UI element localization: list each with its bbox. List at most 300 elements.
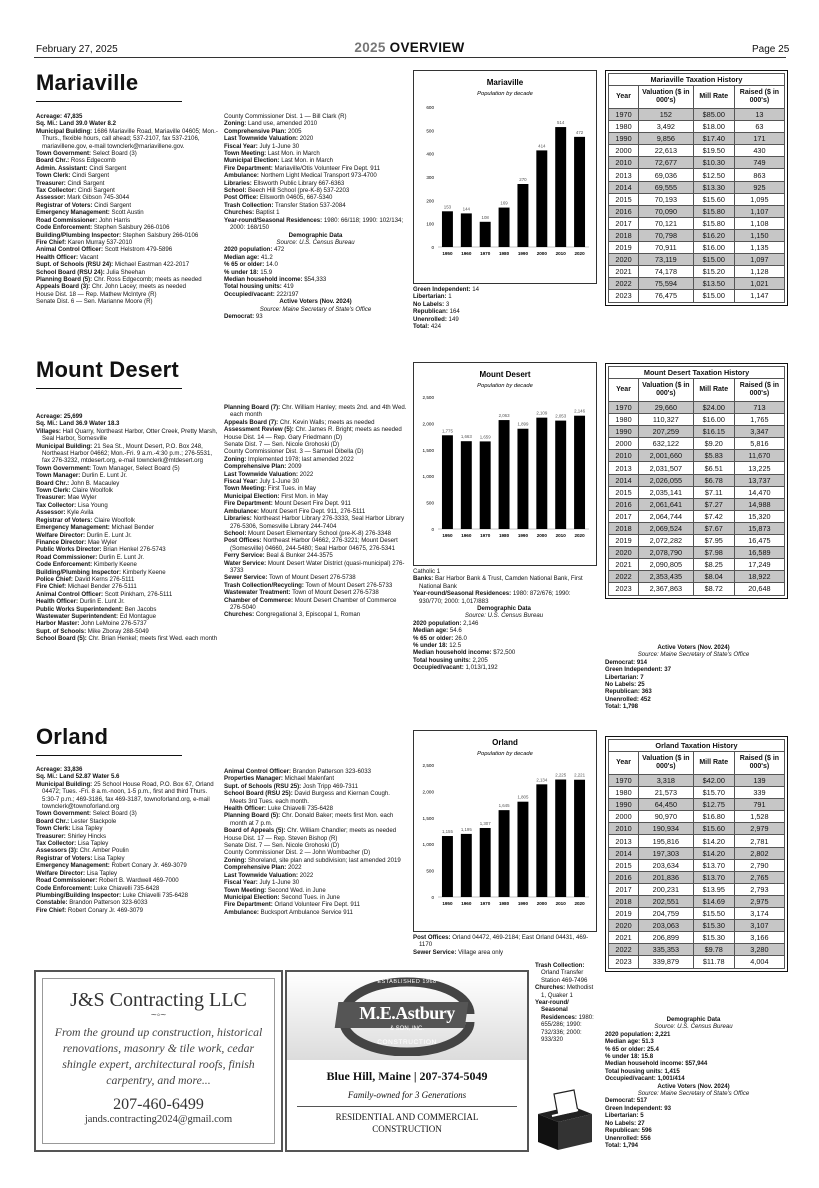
table-cell: 2,035,141 [639, 486, 694, 498]
info-line: Animal Control Officer: Scott Helstrom 479-5896 [36, 246, 173, 254]
table-cell: 2010 [609, 157, 639, 169]
table-cell: $14.20 [693, 835, 734, 847]
table-cell: 2,031,507 [639, 462, 694, 474]
table-row [609, 847, 785, 859]
x-tick-label: 1990 [517, 901, 529, 906]
info-line: Town Clerk: Claire Woolfolk [36, 487, 113, 495]
info-line: Welfare Director: Durlin E. Lunt Jr. [36, 531, 132, 539]
x-tick-label: 2010 [555, 251, 566, 256]
bar-value-label: 2,063 [498, 413, 510, 419]
info-line: Road Commissioner: Durlin E. Lunt Jr. [36, 553, 145, 561]
astbury-tagline: Family-owned for 3 Generations [347, 1090, 467, 1100]
bar-value-label: 1,155 [441, 829, 453, 835]
table-row [609, 510, 785, 522]
under-chart-text [413, 934, 595, 956]
table-cell: 2022 [609, 278, 639, 290]
bar-value-label: 169 [500, 200, 508, 206]
table-row [609, 823, 785, 835]
info-line: Town Manager: Durlin E. Lunt Jr. [36, 472, 127, 480]
table-cell: 1,128 [734, 266, 784, 278]
table-cell: $13.70 [693, 871, 734, 883]
info-line: % 65 or older: 26.0 [413, 634, 467, 642]
info-line: House Dist. 14 — Rep. Gary Friedmann (D) [224, 433, 343, 441]
info-line: Municipal Election: Last Mon. in March [224, 157, 334, 165]
astbury-established: ESTABLISHED 1968 [377, 979, 437, 985]
y-tick-label: 2,500 [422, 395, 434, 400]
table-row [609, 835, 785, 847]
table-cell: $7.95 [693, 535, 734, 547]
y-tick-label: 1,000 [422, 474, 434, 480]
table-cell: 713 [734, 402, 784, 414]
info-line: Unenrolled: 556 [605, 1134, 651, 1142]
table-cell: 2015 [609, 859, 639, 871]
table-cell: $10.30 [693, 157, 734, 169]
tax-column-header: Valuation ($ in 000's) [639, 752, 694, 775]
x-tick-label: 1970 [480, 901, 491, 906]
info-line: Fire Chief: Karen Murray 537-2010 [36, 238, 133, 246]
town-name: Orland [36, 724, 109, 749]
info-line: Green Independent: 14 [413, 286, 480, 293]
bar [499, 420, 510, 529]
table-cell: 1,147 [734, 290, 784, 302]
tax-column-header: Valuation ($ in 000's) [639, 86, 694, 109]
info-line: Harbor Master: John LeMoine 276-5737 [36, 620, 147, 628]
info-line: School Board (RSU 25): David Burgess and Kiernan Cough. Meets 3rd Tues. each month. [224, 790, 390, 805]
info-line: Fire Chief: Michael Bender 276-5111 [36, 583, 137, 591]
info-line: Supt. of Schools (RSU 24): Michael Eastman 422-2017 [36, 261, 190, 269]
table-cell: 21,573 [639, 787, 694, 799]
table-cell: 2018 [609, 895, 639, 907]
y-tick-label: 0 [431, 895, 434, 900]
chart-svg [414, 71, 596, 283]
table-row [609, 895, 785, 907]
y-tick-label: 2,000 [422, 789, 434, 795]
info-line: % under 18: 12.5 [413, 642, 462, 650]
info-line: Wastewater Treatment: Town of Mount Desert 276-5738 [224, 589, 379, 597]
table-row [609, 571, 785, 583]
bar-value-label: 472 [575, 129, 584, 135]
table-cell: 70,193 [639, 193, 694, 205]
info-line: Source: Maine Secretary of State's Office [637, 1090, 750, 1098]
table-cell: 1,765 [734, 414, 784, 426]
table-cell: 2,061,641 [639, 498, 694, 510]
table-cell: 2,802 [734, 847, 784, 859]
info-line: Year-round/Seasonal Residences: 1980: 872/676; 1990: 930/770; 2000: 1,017/883 [413, 590, 571, 605]
table-cell: 2023 [609, 290, 639, 302]
ad-js-phone: 207-460-6499 [113, 1096, 204, 1113]
table-cell: 18,922 [734, 571, 784, 583]
info-line: Median household income: $57,944 [605, 1060, 708, 1068]
tax-table [608, 73, 785, 303]
table-row [609, 242, 785, 254]
info-line: Trash Collection: Transfer Station 537-2084 [224, 201, 346, 209]
info-line: Post Offices: Northeast Harbor 04662, 276-3221; Mount Desert (Somesville) 04660, 244-5480; Seal Harbor 04675, 276-5341 [224, 537, 398, 552]
table-cell: 200,231 [639, 883, 694, 895]
table-cell: 2,790 [734, 859, 784, 871]
info-line: Water Service: Mount Desert Water District (quasi-municipal) 276-3733 [224, 559, 405, 574]
x-tick-label: 1950 [442, 251, 453, 256]
info-line: Green Independent: 37 [605, 666, 672, 674]
info-line: Republican: 164 [413, 308, 460, 316]
table-cell: 64,450 [639, 799, 694, 811]
info-line: Admin. Assistant: Cindi Sargent [36, 164, 127, 172]
x-tick-label: 1950 [442, 901, 453, 906]
table-cell: 1990 [609, 133, 639, 145]
y-tick-label: 0 [431, 245, 434, 250]
tax-table-title: Orland Taxation History [608, 739, 785, 751]
bar [499, 208, 510, 247]
table-row [609, 775, 785, 787]
bar-value-label: 2,109 [536, 410, 548, 416]
info-line: % 65 or older: 25.4 [605, 1045, 659, 1053]
table-cell: 2023 [609, 583, 639, 595]
table-cell: 2016 [609, 498, 639, 510]
info-line: No Labels: 27 [605, 1119, 645, 1127]
table-cell: $15.70 [693, 787, 734, 799]
bar [480, 828, 491, 897]
info-line: Comprehensive Plan: 2022 [224, 864, 302, 872]
y-tick-label: 300 [426, 175, 434, 180]
table-cell: 2019 [609, 908, 639, 920]
table-cell: 2,026,055 [639, 474, 694, 486]
table-cell: 2,078,790 [639, 547, 694, 559]
y-tick-label: 1,500 [422, 447, 434, 453]
table-cell: 2010 [609, 823, 639, 835]
table-row [609, 559, 785, 571]
table-cell: $15.60 [693, 823, 734, 835]
table-cell: 1,108 [734, 217, 784, 229]
astbury-sub: & SON, INC. [389, 1026, 424, 1032]
tax-table-title: Mariaville Taxation History [608, 73, 785, 85]
info-line: Welfare Director: Lisa Tapley [36, 869, 118, 877]
info-line: Libraries: Ellsworth Public Library 667-6363 [224, 179, 345, 187]
town-name: Mount Desert [36, 357, 179, 382]
table-row [609, 205, 785, 217]
table-cell: 14,470 [734, 486, 784, 498]
info-line: Libraries: Northeast Harbor Library 276-3333, Seal Harbor Library 276-5306, Somesville Library 244-7404 [224, 515, 405, 530]
table-cell: 2013 [609, 462, 639, 474]
table-cell: 202,551 [639, 895, 694, 907]
info-line: Republican: 596 [605, 1127, 652, 1135]
y-tick-label: 200 [426, 198, 434, 204]
info-line: Treasurer: Cindi Sargent [36, 179, 105, 187]
table-row [609, 932, 785, 944]
table-cell: $8.25 [693, 559, 734, 571]
page-title [0, 40, 819, 55]
chart-svg [414, 363, 596, 565]
table-cell: 206,899 [639, 932, 694, 944]
table-cell: 11,670 [734, 450, 784, 462]
table-row [609, 121, 785, 133]
table-cell: 76,475 [639, 290, 694, 302]
chart-subtitle: Population by decade [477, 751, 533, 757]
tax-table-title: Mount Desert Taxation History [608, 366, 785, 378]
table-row [609, 254, 785, 266]
chart-subtitle: Population by decade [477, 383, 533, 389]
info-line: Source: Maine Secretary of State's Office [637, 651, 750, 659]
table-cell: 13,225 [734, 462, 784, 474]
ad-js-title: J&S Contracting LLC [70, 989, 247, 1011]
table-cell: 2,765 [734, 871, 784, 883]
table-cell: $19.50 [693, 145, 734, 157]
info-line: Appeals Board (7): Chr. Kevin Walls; meets as needed [224, 418, 375, 426]
info-line: Registrar of Voters: Cindi Sargent [36, 201, 132, 209]
table-cell: $16.15 [693, 426, 734, 438]
chart-svg [414, 731, 596, 931]
info-line: Wastewater Superintendent: Ed Montague [36, 612, 157, 620]
info-line: Treasurer: Mae Wyler [36, 494, 97, 502]
table-cell: 197,303 [639, 847, 694, 859]
x-tick-label: 1990 [517, 533, 529, 538]
population-chart [413, 362, 597, 566]
info-line: Assessors (3): Chr. Amber Poulin [36, 847, 129, 855]
table-cell: $5.83 [693, 450, 734, 462]
info-line: Fire Department: Mount Desert Fire Dept. 911 [224, 500, 351, 508]
table-row [609, 920, 785, 932]
tax-history-table [605, 736, 788, 972]
info-line: Catholic 1 [413, 568, 441, 575]
table-cell: 2,367,863 [639, 583, 694, 595]
info-line: Chamber of Commerce: Mount Desert Chamber of Commerce 276-5040 [224, 596, 397, 611]
table-cell: 2018 [609, 229, 639, 241]
table-cell: $7.42 [693, 510, 734, 522]
table-cell: 2,793 [734, 883, 784, 895]
table-row [609, 414, 785, 426]
info-line: Post Office: Ellsworth 04605, 667-5340 [224, 194, 333, 202]
x-tick-label: 2000 [536, 251, 547, 256]
bar-value-label: 153 [443, 204, 452, 210]
info-line: Democrat: 93 [224, 312, 263, 320]
info-line: Demographic Data [666, 1016, 721, 1023]
table-row [609, 811, 785, 823]
bar [442, 435, 453, 529]
info-line: Fire Department: Orland Volunteer Fire Dept. 911 [224, 901, 361, 909]
info-line: Churches: Congregational 3, Episcopal 1, Roman [224, 611, 361, 619]
table-cell: $17.40 [693, 133, 734, 145]
info-line: Unenrolled: 149 [413, 315, 459, 323]
info-line: House Dist. 17 — Rep. Steven Bishop (R) [224, 834, 338, 842]
y-tick-label: 0 [431, 527, 434, 532]
info-line: Total housing units: 1,415 [605, 1067, 680, 1075]
table-cell: $7.67 [693, 522, 734, 534]
table-cell: $15.00 [693, 254, 734, 266]
bar [517, 184, 528, 247]
table-cell: 1990 [609, 799, 639, 811]
table-cell: 2,090,805 [639, 559, 694, 571]
info-line: Ferry Service: Beal & Bunker 244-3575 [224, 552, 333, 560]
x-tick-label: 2020 [574, 901, 585, 906]
info-line: Total: 1,798 [605, 703, 639, 711]
info-column-2 [224, 768, 407, 916]
table-cell: 2013 [609, 169, 639, 181]
bar [574, 416, 585, 529]
table-cell: 29,660 [639, 402, 694, 414]
table-cell: $15.80 [693, 205, 734, 217]
info-line: Town Meeting: First Tues. in May [224, 485, 316, 493]
info-line: Health Officer: Vacant [36, 253, 99, 261]
tax-history-table [605, 363, 788, 599]
table-cell: 3,107 [734, 920, 784, 932]
tax-column-header: Mill Rate [693, 86, 734, 109]
table-cell: 3,166 [734, 932, 784, 944]
table-cell: 204,759 [639, 908, 694, 920]
table-cell: 2023 [609, 956, 639, 968]
info-line: Post Offices: Orland 04472, 469-2184; East Orland 04431, 469-1170 [413, 934, 589, 949]
table-row [609, 462, 785, 474]
info-line: Board Chr.: John B. Macauley [36, 479, 120, 487]
table-cell: 17,249 [734, 559, 784, 571]
x-tick-label: 2010 [555, 901, 566, 906]
chart-subtitle: Population by decade [477, 91, 533, 97]
table-cell: 339,879 [639, 956, 694, 968]
y-tick-label: 600 [426, 105, 434, 110]
x-tick-label: 2010 [555, 533, 566, 538]
info-line: Municipal Election: Second Tues. in June [224, 893, 340, 901]
table-cell: $16.00 [693, 414, 734, 426]
astbury-line2: CONSTRUCTION [372, 1124, 442, 1134]
table-cell: $85.00 [693, 109, 734, 121]
info-line: % under 18: 15.8 [605, 1053, 654, 1061]
table-cell: 1,107 [734, 205, 784, 217]
info-line: Democrat: 914 [605, 658, 647, 666]
table-cell: 749 [734, 157, 784, 169]
info-line: Year-round/ Seasonal Residences: 1980: 655/286; 1990: 732/336; 2000: 933/320 [535, 999, 594, 1044]
info-line: Town Meeting: Last Mon. in March [224, 150, 320, 158]
table-cell: 1980 [609, 121, 639, 133]
table-cell: 22,613 [639, 145, 694, 157]
bar [461, 834, 472, 897]
table-cell: $16.00 [693, 242, 734, 254]
table-row [609, 266, 785, 278]
table-cell: 2,979 [734, 823, 784, 835]
info-column-1 [36, 766, 219, 914]
table-cell: 70,090 [639, 205, 694, 217]
bar [461, 441, 472, 529]
info-line: Planning Board (7): Chr. William Hanley; meets 2nd. and 4th Wed. each month [224, 404, 407, 419]
table-row [609, 787, 785, 799]
table-cell: 16,475 [734, 535, 784, 547]
table-row [609, 871, 785, 883]
table-cell: 3,347 [734, 426, 784, 438]
under-table-text [605, 644, 782, 711]
population-chart [413, 70, 597, 284]
info-line: Last Townwide Valuation: 2022 [224, 871, 314, 879]
info-line: Total: 424 [413, 323, 442, 331]
table-cell: 2,781 [734, 835, 784, 847]
bar [480, 222, 491, 247]
info-line: Active Voters (Nov. 2024) [657, 644, 730, 651]
table-row [609, 944, 785, 956]
bar-value-label: 108 [481, 214, 489, 220]
bar-value-label: 2,053 [555, 413, 567, 419]
info-line: Road Commissioner: John Harris [36, 216, 131, 224]
table-row [609, 547, 785, 559]
table-cell: $42.00 [693, 775, 734, 787]
info-line: Town Government: Town Manager, Select Board (5) [36, 464, 180, 472]
table-cell: $8.04 [693, 571, 734, 583]
table-cell: 2,064,744 [639, 510, 694, 522]
table-cell: $16.80 [693, 811, 734, 823]
bar [517, 429, 528, 529]
info-line: Town Meeting: Second Wed. in June [224, 886, 326, 894]
info-line: Building/Plumbing Inspector: Stephen Salsbury 266-0106 [36, 231, 199, 239]
info-line: Libertarian: 7 [605, 673, 644, 681]
info-line: Zoning: Implemented 1978; last amended 2022 [224, 455, 354, 463]
y-tick-label: 500 [426, 868, 434, 874]
info-line: Registrar of Voters: Claire Woolfolk [36, 516, 135, 524]
under-chart-text [413, 286, 595, 330]
table-cell: $15.50 [693, 908, 734, 920]
info-line: Finance Director: Mae Wyler [36, 538, 117, 546]
table-cell: 1,528 [734, 811, 784, 823]
table-cell: $15.00 [693, 290, 734, 302]
info-line: Code Enforcement: Kimberly Keene [36, 561, 137, 569]
info-line: Trash Collection/Recycling: Town of Mount Desert 276-5733 [224, 581, 393, 589]
info-line: Acreage: 25,699 [36, 413, 83, 420]
info-line: Board Chr.: Lester Stackpole [36, 817, 117, 825]
bar-value-label: 2,225 [555, 772, 567, 778]
table-cell: 2,353,435 [639, 571, 694, 583]
y-tick-label: 100 [426, 221, 434, 227]
town-name: Mariaville [36, 70, 139, 95]
narrow-column [535, 962, 597, 1043]
table-cell: 1,135 [734, 242, 784, 254]
table-cell: 1,150 [734, 229, 784, 241]
astbury-line1: RESIDENTIAL AND COMMERCIAL [335, 1112, 479, 1122]
info-line: Comprehensive Plan: 2005 [224, 127, 302, 135]
info-line: Municipal Building: 25 School House Road, P.O. Box 67, Orland 04472; Tues. -Fri. 8 a.m.-noon, 1-5 p.m., first and third Thurs. 5:30-7 p.m.; 469-3186, fax 469-3187, townoforland.org, e-mail townclerk@townoforland.org [36, 780, 214, 811]
y-tick-label: 1,000 [422, 842, 434, 848]
info-line: Source: U.S. Census Bureau [276, 238, 355, 246]
table-cell: 2016 [609, 871, 639, 883]
bar [480, 441, 491, 529]
tax-table [608, 739, 785, 969]
table-cell: 190,934 [639, 823, 694, 835]
info-line: Sq. Mi.: Land 36.9 Water 18.3 [36, 420, 120, 428]
table-row [609, 956, 785, 968]
tax-column-header: Year [609, 86, 639, 109]
info-line: % under 18: 15.9 [224, 268, 273, 276]
table-cell: $15.30 [693, 932, 734, 944]
table-cell: 70,121 [639, 217, 694, 229]
info-line: Demographic Data [477, 605, 531, 613]
info-line: Source: U.S. Census Bureau [654, 1023, 733, 1031]
table-cell: 2022 [609, 944, 639, 956]
info-line: Median household income: $72,500 [413, 649, 516, 657]
table-row [609, 535, 785, 547]
tax-header-row [609, 752, 785, 775]
table-cell: 2017 [609, 217, 639, 229]
info-line: Unenrolled: 452 [605, 695, 651, 703]
tax-column-header: Year [609, 752, 639, 775]
table-row [609, 474, 785, 486]
table-cell: 2019 [609, 242, 639, 254]
info-column-2 [224, 113, 407, 320]
table-cell: 15,873 [734, 522, 784, 534]
info-line: Fire Department: Mariaville/Otis Volunteer Fire Dept. 911 [224, 164, 381, 172]
info-line: Plumbing/Building Inspector: Luke Chiavelli 735-6428 [36, 891, 189, 899]
bar [574, 780, 585, 897]
table-cell: $6.78 [693, 474, 734, 486]
bar-value-label: 514 [557, 120, 565, 126]
bar-value-label: 1,195 [460, 826, 472, 832]
table-cell: 2017 [609, 510, 639, 522]
x-tick-label: 1970 [480, 251, 491, 256]
info-line: Assessor: Mark Gibson 745-3044 [36, 194, 130, 202]
chart-title: Mount Desert [479, 370, 531, 379]
table-cell: 152 [639, 109, 694, 121]
info-line: 2020 population: 472 [224, 246, 285, 254]
